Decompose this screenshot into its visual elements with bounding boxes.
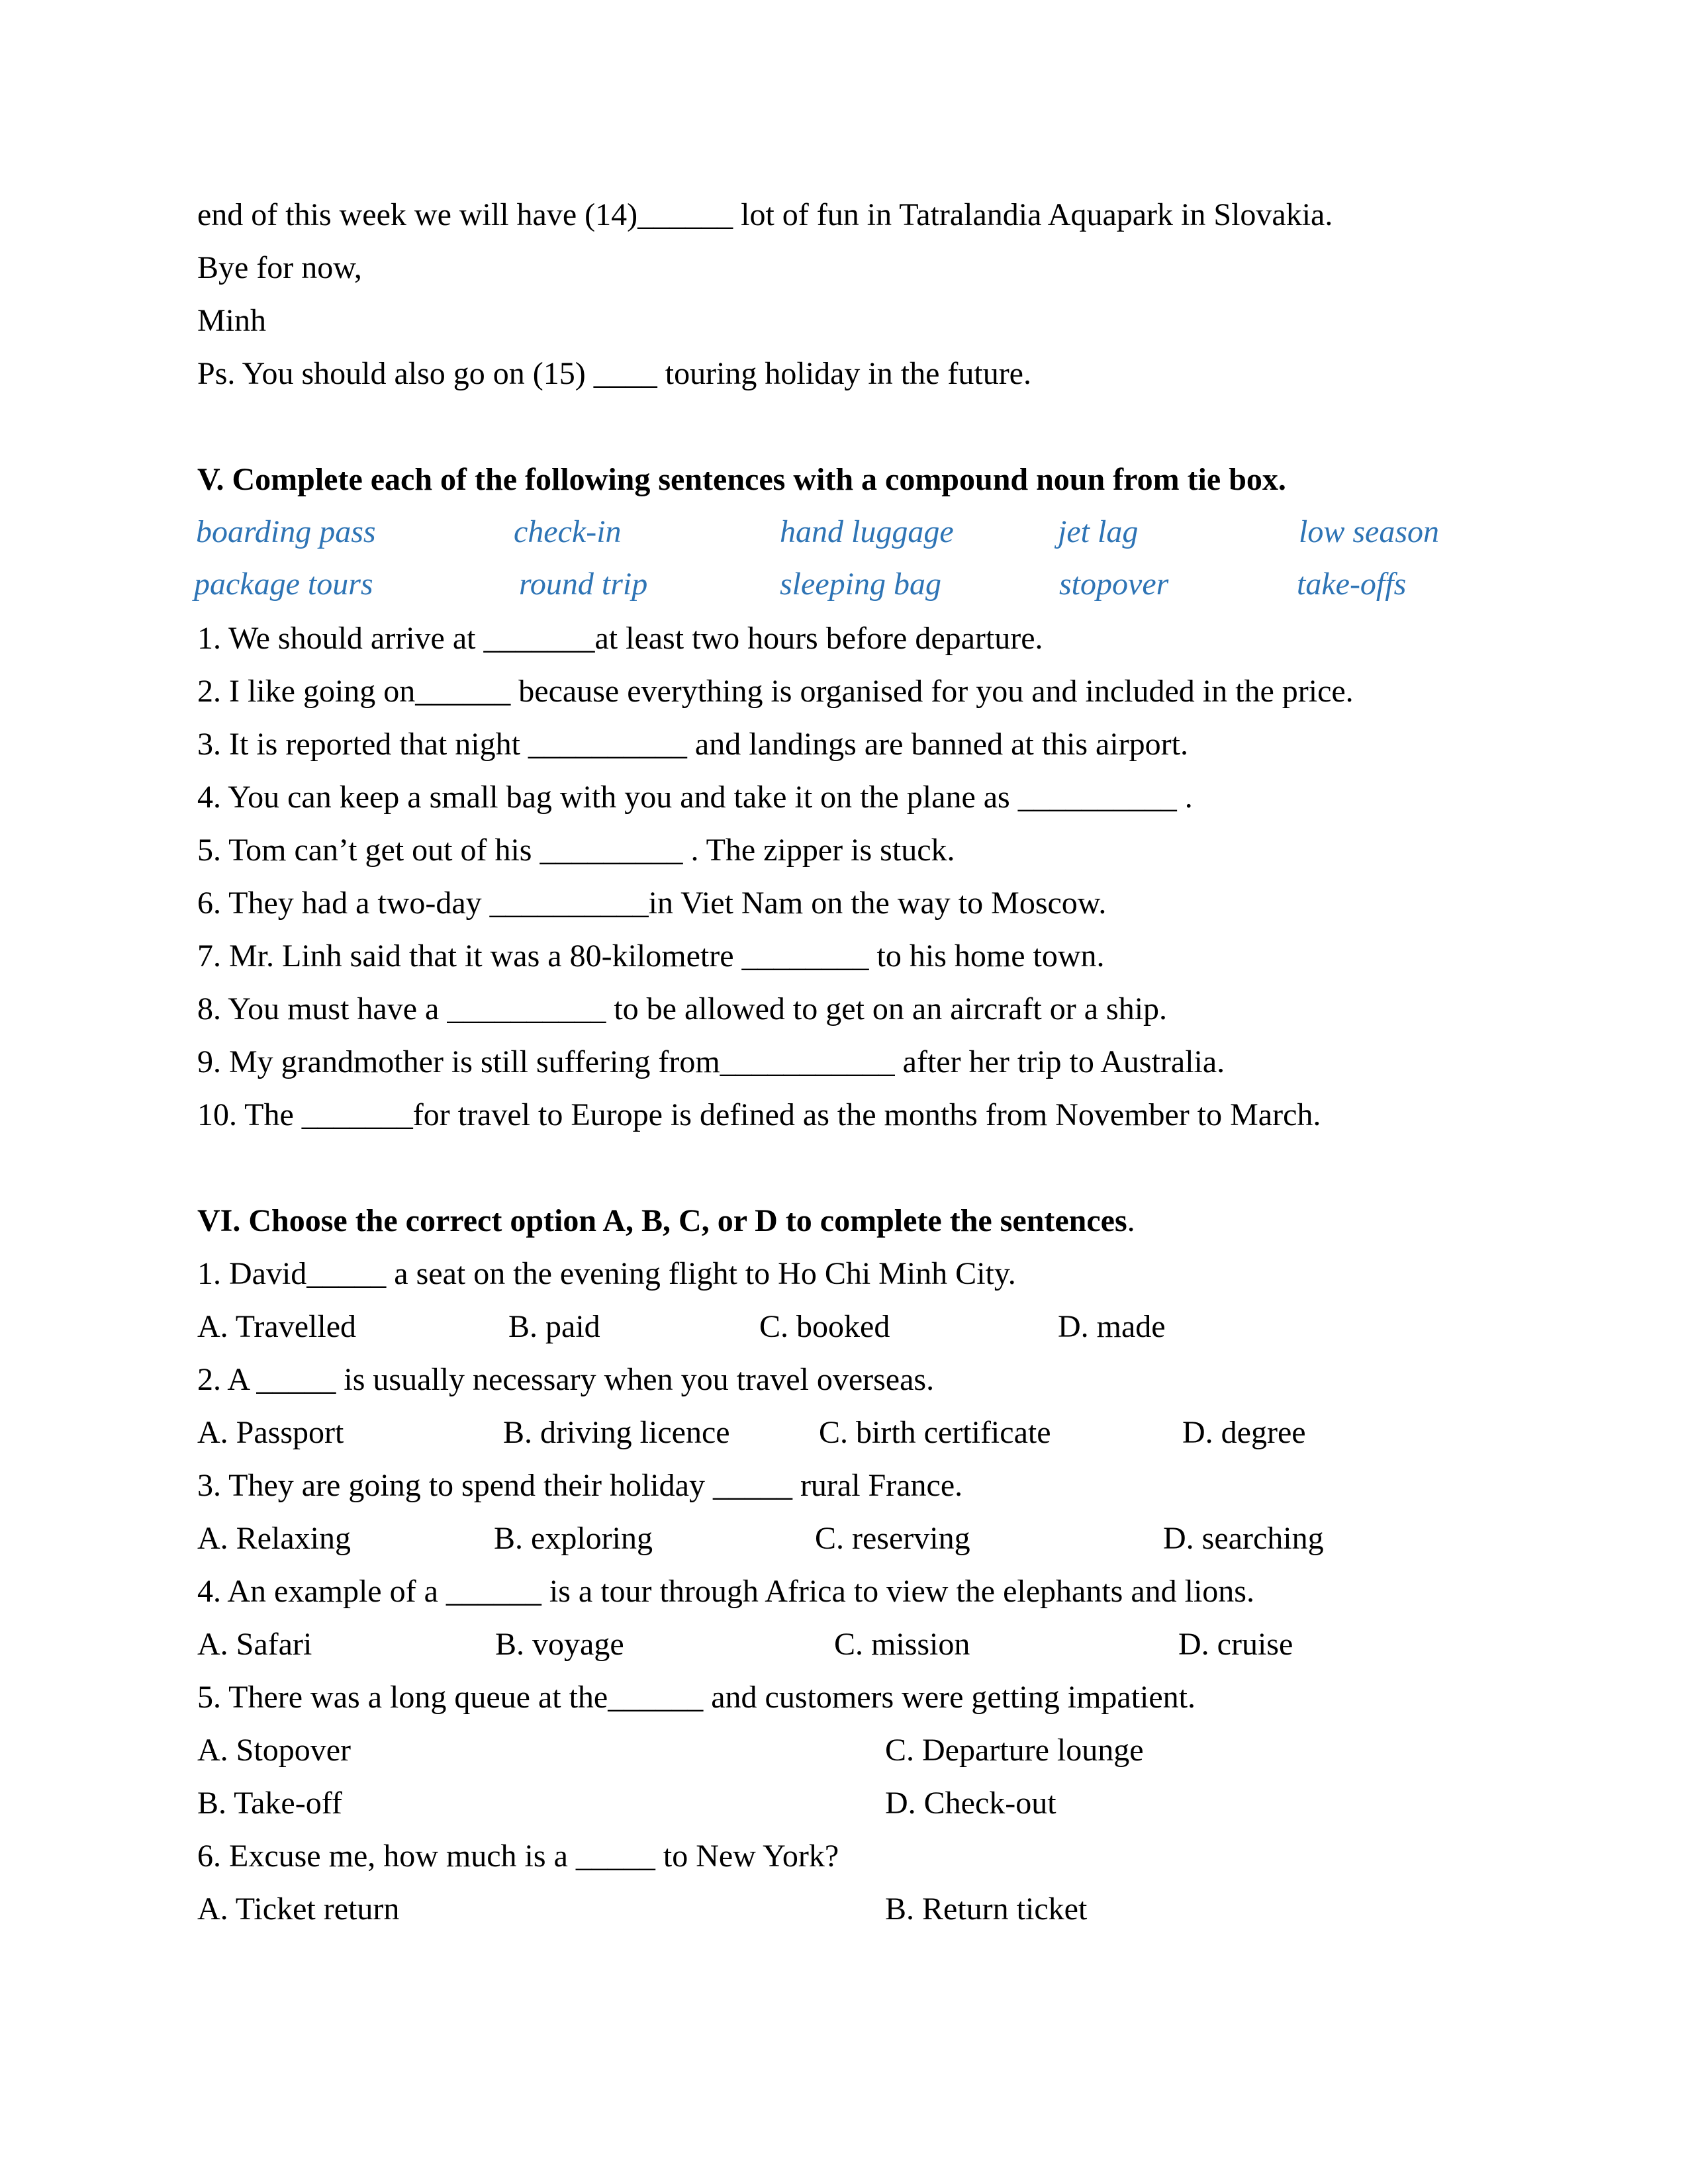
sentence: 10. The _______for travel to Europe is defined as the months from November to March. bbox=[197, 1097, 1321, 1132]
option-a: A. Passport bbox=[197, 1415, 344, 1450]
sentence: 7. Mr. Linh said that it was a 80-kilometre ________ to his home town. bbox=[197, 938, 1105, 974]
option-b: B. paid bbox=[508, 1309, 600, 1344]
box-word: stopover bbox=[1059, 567, 1169, 602]
option-b: B. voyage bbox=[495, 1627, 624, 1662]
sentence: 1. We should arrive at _______at least two hours before departure. bbox=[197, 621, 1043, 656]
letter-ps: Ps. You should also go on (15) ____ touring holiday in the future. bbox=[197, 356, 1031, 391]
option-c: C. booked bbox=[759, 1309, 890, 1344]
section-vi-heading-period: . bbox=[1127, 1203, 1135, 1238]
option-a: A. Ticket return bbox=[197, 1891, 400, 1927]
box-word: sleeping bag bbox=[780, 567, 941, 602]
option-d: D. cruise bbox=[1178, 1627, 1293, 1662]
box-word: package tours bbox=[194, 567, 373, 602]
option-c: C. reserving bbox=[815, 1521, 970, 1556]
option-d: D. searching bbox=[1163, 1521, 1324, 1556]
question-stem: 1. David_____ a seat on the evening flight to Ho Chi Minh City. bbox=[197, 1256, 1016, 1291]
letter-signature: Minh bbox=[197, 303, 267, 338]
box-word: take-offs bbox=[1297, 567, 1407, 602]
option-d: D. degree bbox=[1182, 1415, 1306, 1450]
option-b: B. Return ticket bbox=[885, 1891, 1088, 1927]
option-b: B. Take-off bbox=[197, 1786, 342, 1821]
box-word: jet lag bbox=[1058, 514, 1139, 549]
option-b: B. driving licence bbox=[503, 1415, 730, 1450]
option-d: D. Check-out bbox=[885, 1786, 1056, 1821]
question-stem: 2. A _____ is usually necessary when you travel overseas. bbox=[197, 1362, 935, 1397]
section-v-heading: V. Complete each of the following sentences with a compound noun from tie box. bbox=[197, 462, 1286, 497]
box-word: boarding pass bbox=[196, 514, 376, 549]
letter-line-14: end of this week we will have (14)______ lot of fun in Tatralandia Aquapark in Slovakia. bbox=[197, 197, 1333, 232]
section-vi-heading bbox=[197, 1205, 1135, 1237]
question-stem: 4. An example of a ______ is a tour through Africa to view the elephants and lions. bbox=[197, 1574, 1254, 1609]
sentence: 6. They had a two-day __________in Viet Nam on the way to Moscow. bbox=[197, 886, 1107, 921]
question-stem: 5. There was a long queue at the______ and customers were getting impatient. bbox=[197, 1680, 1196, 1715]
option-b: B. exploring bbox=[494, 1521, 653, 1556]
option-d: D. made bbox=[1058, 1309, 1166, 1344]
sentence: 3. It is reported that night __________ and landings are banned at this airport. bbox=[197, 727, 1188, 762]
box-word: low season bbox=[1299, 514, 1440, 549]
section-vi-heading-text: VI. Choose the correct option A, B, C, or D to complete the sentences bbox=[197, 1203, 1127, 1238]
letter-closing: Bye for now, bbox=[197, 250, 362, 285]
option-a: A. Relaxing bbox=[197, 1521, 351, 1556]
sentence: 2. I like going on______ because everything is organised for you and included in the price. bbox=[197, 674, 1354, 709]
box-word: check-in bbox=[514, 514, 622, 549]
option-a: A. Travelled bbox=[197, 1309, 356, 1344]
option-c: C. Departure lounge bbox=[885, 1733, 1144, 1768]
sentence: 4. You can keep a small bag with you and take it on the plane as __________ . bbox=[197, 780, 1193, 815]
option-c: C. birth certificate bbox=[819, 1415, 1051, 1450]
option-a: A. Safari bbox=[197, 1627, 312, 1662]
sentence: 5. Tom can’t get out of his _________ . The zipper is stuck. bbox=[197, 833, 955, 868]
question-stem: 3. They are going to spend their holiday _____ rural France. bbox=[197, 1468, 963, 1503]
question-stem: 6. Excuse me, how much is a _____ to New York? bbox=[197, 1839, 839, 1874]
option-c: C. mission bbox=[834, 1627, 970, 1662]
sentence: 9. My grandmother is still suffering from___________ after her trip to Australia. bbox=[197, 1044, 1225, 1079]
box-word: round trip bbox=[519, 567, 648, 602]
box-word: hand luggage bbox=[780, 514, 954, 549]
sentence: 8. You must have a __________ to be allowed to get on an aircraft or a ship. bbox=[197, 991, 1168, 1026]
option-a: A. Stopover bbox=[197, 1733, 351, 1768]
